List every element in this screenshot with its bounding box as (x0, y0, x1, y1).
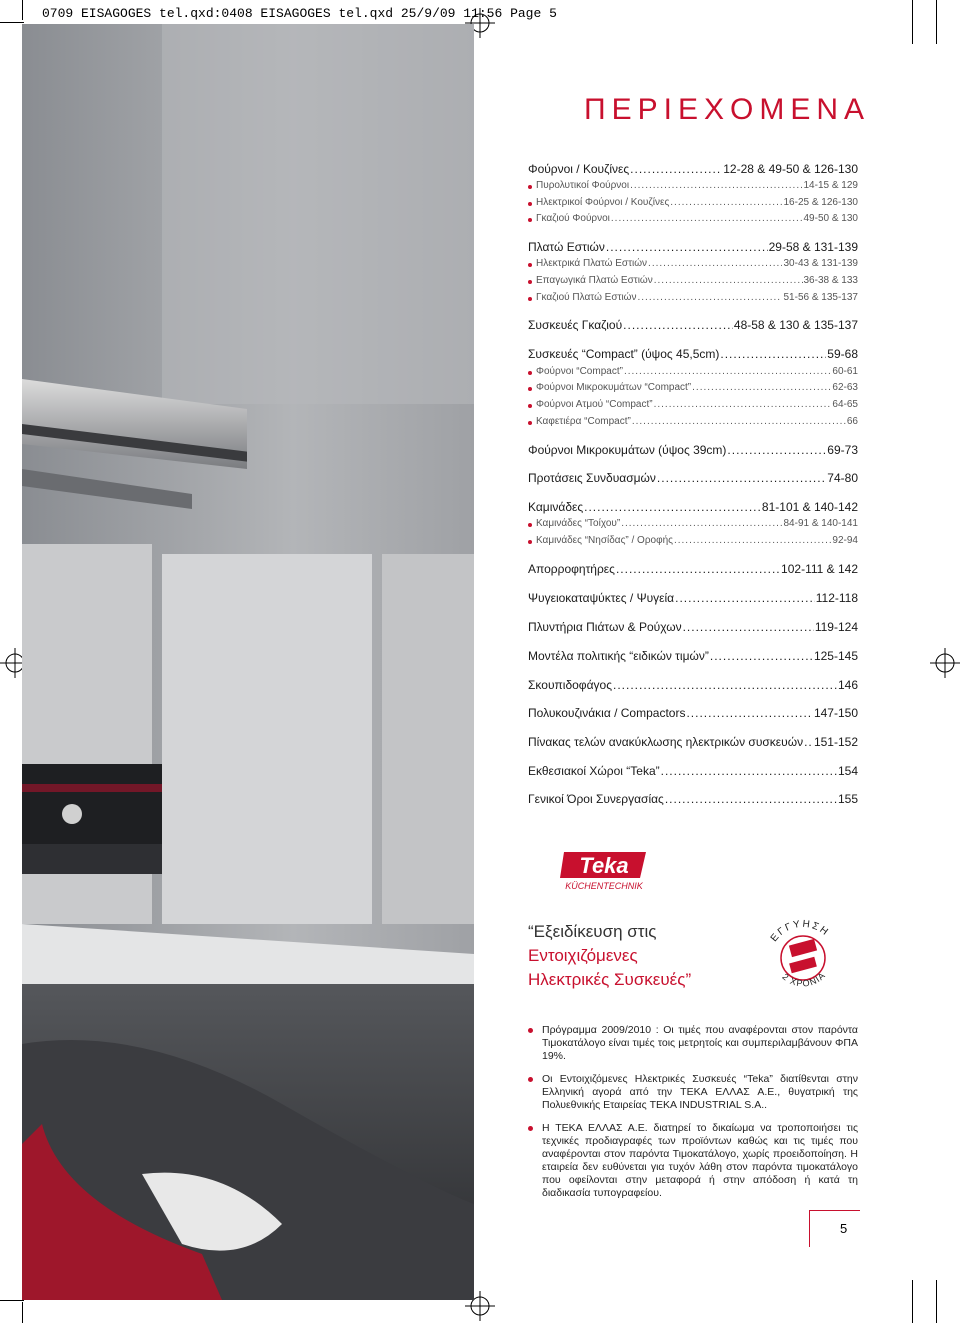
toc-label: Ψυγειοκαταψύκτες / Ψυγεία (528, 591, 675, 605)
slogan-line: Εντοιχιζόμενες (528, 946, 638, 965)
toc-label: Φούρνοι Μικροκυμάτων “Compact” (536, 382, 692, 393)
toc-label: Επαγωγικά Πλατώ Εστιών (536, 275, 653, 286)
toc-label: Καμινάδες “Νησίδας” / Οροφής (536, 535, 673, 546)
toc-label: Πυρολυτικοί Φούρνοι (536, 180, 630, 191)
toc-page: 12-28 & 49-50 & 126-130 (723, 162, 858, 176)
crop-mark (0, 1300, 24, 1301)
toc-label: Εκθεσιακοί Χώροι “Teka” (528, 764, 660, 778)
toc-entry (528, 591, 858, 605)
toc-subentry (528, 518, 858, 529)
toc-subentry (528, 366, 858, 377)
toc-label: Γκαζιού Πλατώ Εστιών (536, 292, 637, 303)
toc-label: Φούρνοι Ατμού “Compact” (536, 399, 653, 410)
toc-subentry (528, 382, 858, 393)
toc-label: Καμινάδες (528, 500, 584, 514)
toc-page: 29-58 & 131-139 (768, 240, 858, 254)
toc-page: 14-15 & 129 (803, 180, 858, 191)
toc-entry (528, 678, 858, 692)
warranty-seal (760, 912, 846, 997)
toc-subentry (528, 258, 858, 269)
toc-page: 51-56 & 135-137 (783, 292, 858, 303)
toc-entry (528, 620, 858, 634)
toc-page: 30-43 & 131-139 (783, 258, 858, 269)
toc-entry (528, 500, 858, 514)
toc-page: 147-150 (813, 706, 858, 720)
toc-label: Ηλεκτρικοί Φούρνοι / Κουζίνες (536, 197, 670, 208)
crop-mark (936, 0, 937, 44)
toc-label: Φούρνοι “Compact” (536, 366, 623, 377)
page-number-box (809, 1210, 860, 1247)
logo-brand: Teka (579, 853, 629, 878)
toc-label: Ηλεκτρικά Πλατώ Εστιών (536, 258, 648, 269)
svg-text:2 ΧΡΟΝΙΑ (780, 970, 827, 989)
toc-entry (528, 347, 858, 361)
note-item: Η ΤΕΚΑ ΕΛΛΑΣ Α.Ε. διατηρεί το δικαίωμα να τροποποιήσει τις τεχνικές προδιαγραφές των προϊόντων καθώς και τις τιμές που αναφέρονται στον παρόντα Τιμοκατάλογο, χωρίς προειδοποίηση. Η εταιρεία δεν ευθύνεται για τυχόν λάθη στον παρόντα τιμοκατάλογο που οφείλονται στην μεταφορά ή στην απόδοση ή κατά τη διαδικασία τυπογραφείου. (528, 1122, 858, 1200)
toc-subentry (528, 213, 858, 224)
crop-mark (936, 1280, 937, 1323)
toc-label: Πίνακας τελών ανακύκλωσης ηλεκτρικών συσκευών (528, 735, 804, 749)
toc-page: 62-63 (832, 382, 858, 393)
toc-label: Μοντέλα πολιτικής “ειδικών τιμών” (528, 649, 709, 663)
toc-page: 119-124 (814, 620, 858, 634)
kitchen-photo (22, 24, 474, 1300)
seal-bottom-text: 2 ΧΡΟΝΙΑ (780, 969, 828, 989)
toc-page: 49-50 & 130 (803, 213, 858, 224)
toc-label: Απορροφητήρες (528, 562, 615, 576)
toc-page: 48-58 & 130 & 135-137 (733, 318, 858, 332)
toc-label: Συσκευές Γκαζιού (528, 318, 623, 332)
toc-label: Προτάσεις Συνδυασμών (528, 471, 656, 485)
toc-page: 16-25 & 126-130 (783, 197, 858, 208)
toc-page: 92-94 (832, 535, 858, 546)
toc-label: Φούρνοι Μικροκυμάτων (ύψος 39cm) (528, 443, 727, 457)
page-number: 5 (840, 1221, 848, 1236)
crop-mark (0, 22, 24, 23)
note-item: Οι Εντοιχιζόμενες Ηλεκτρικές Συσκευές “Teka” διατίθενται στην Ελληνική αγορά από την ΤΕΚΑ ΕΛΛΑΣ Α.Ε., θυγατρική της Πολυεθνικής Εταιρείας TEKA INDUSTRIAL S.A.. (528, 1073, 858, 1112)
slogan-line: “Εξειδίκευση στις (528, 922, 657, 941)
toc-page: 84-91 & 140-141 (783, 518, 858, 529)
logo-tagline: KÜCHENTECHNIK (565, 881, 643, 891)
toc-subentry (528, 275, 858, 286)
toc-page: 125-145 (813, 649, 858, 663)
toc-page: 36-38 & 133 (803, 275, 858, 286)
page-title: ΠΕΡΙΕΧΟΜΕΝΑ (584, 93, 871, 126)
crop-mark (22, 0, 23, 20)
toc-subentry (528, 535, 858, 546)
toc-entry (528, 764, 858, 778)
toc-entry (528, 649, 858, 663)
seal-top-text: ΕΓΓΥΗΣΗ (768, 918, 832, 945)
crop-mark (912, 0, 913, 44)
toc-subentry (528, 399, 858, 410)
toc-page: 64-65 (832, 399, 858, 410)
printer-slug: 0709 EISAGOGES tel.qxd:0408 EISAGOGES tel.qxd 25/9/09 11:56 Page 5 (42, 6, 557, 21)
notes (528, 1024, 858, 1210)
toc-page: 59-68 (827, 347, 858, 361)
registration-mark-icon (930, 648, 960, 678)
toc-subentry (528, 292, 858, 303)
note-item: Πρόγραμμα 2009/2010 : Οι τιμές που αναφέρονται στον παρόντα Τιμοκατάλογο είναι τιμές τοις μετρητοίς και συμπεριλαμβάνουν ΦΠΑ 19%. (528, 1024, 858, 1063)
toc-page: 154 (837, 764, 858, 778)
toc-subentry (528, 180, 858, 191)
crop-mark (912, 1280, 913, 1323)
toc-label: Πλυντήρια Πιάτων & Ρούχων (528, 620, 682, 634)
toc-entry (528, 240, 858, 254)
slogan (528, 920, 691, 992)
toc-entry (528, 735, 858, 749)
teka-logo (560, 848, 650, 897)
toc-entry (528, 562, 858, 576)
toc-entry (528, 318, 858, 332)
toc-label: Καμινάδες “Τοίχου” (536, 518, 621, 529)
toc-subentry (528, 416, 858, 427)
toc-page: 74-80 (827, 471, 858, 485)
toc-entry (528, 792, 858, 806)
toc-label: Σκουπιδοφάγος (528, 678, 612, 692)
slogan-line: Ηλεκτρικές Συσκευές” (528, 970, 692, 989)
toc-label: Πολυκουζινάκια / Compactors (528, 706, 686, 720)
toc-page: 66 (846, 416, 858, 427)
crop-mark (22, 1302, 23, 1323)
toc-label: Πλατώ Εστιών (528, 240, 605, 254)
toc-page: 146 (837, 678, 858, 692)
toc-page: 81-101 & 140-142 (761, 500, 858, 514)
toc-page: 112-118 (815, 591, 858, 605)
toc-entry (528, 443, 858, 457)
toc-page: 102-111 & 142 (781, 562, 858, 576)
toc-page: 151-152 (813, 735, 858, 749)
toc-entry (528, 706, 858, 720)
toc-label: Γενικοί Όροι Συνεργασίας (528, 792, 664, 806)
toc-label: Φούρνοι / Κουζίνες (528, 162, 630, 176)
toc-page: 69-73 (827, 443, 858, 457)
toc-label: Συσκευές “Compact” (ύψος 45,5cm) (528, 347, 720, 361)
toc-subentry (528, 197, 858, 208)
svg-text:ΕΓΓΥΗΣΗ (769, 919, 832, 944)
toc-entry (528, 471, 858, 485)
toc-label: Καφετιέρα “Compact” (536, 416, 631, 427)
toc-label: Γκαζιού Φούρνοι (536, 213, 610, 224)
toc-page: 60-61 (832, 366, 858, 377)
toc-entry (528, 162, 858, 176)
toc-page: 155 (837, 792, 858, 806)
